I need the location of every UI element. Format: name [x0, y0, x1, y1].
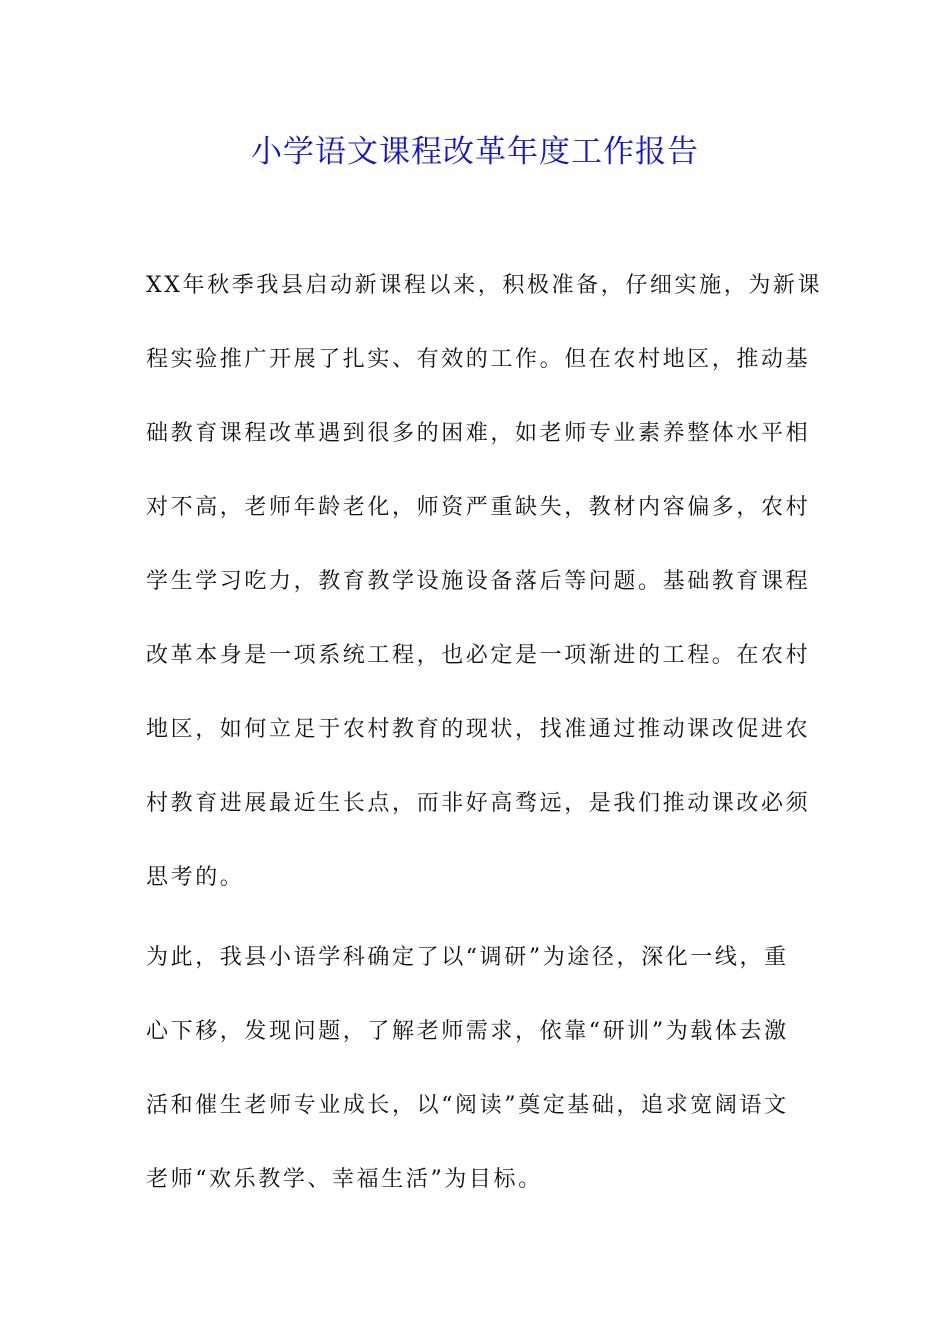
paragraph-line: 心下移，发现问题，了解老师需求，依靠“研训”为载体去激	[146, 1019, 789, 1044]
paragraph-line: 程实验推广开展了扎实、有效的工作。但在农村地区，推动基	[146, 347, 811, 372]
paragraph-line: 地区，如何立足于农村教育的现状，找准通过推动课改促进农	[146, 717, 811, 742]
paragraph-2	[146, 938, 806, 1234]
document-title: 小学语文课程改革年度工作报告	[251, 134, 699, 170]
paragraph-line: 村教育进展最近生长点，而非好高骛远，是我们推动课改必须	[146, 791, 811, 816]
paragraph-line: 础教育课程改革遇到很多的困难，如老师专业素养整体水平相	[146, 421, 811, 446]
paragraph-line: 老师“欢乐教学、幸福生活”为目标。	[146, 1167, 543, 1192]
paragraph-line: 学生学习吃力，教育教学设施设备落后等问题。基础教育课程	[146, 569, 811, 594]
paragraph-line: 改革本身是一项系统工程，也必定是一项渐进的工程。在农村	[146, 643, 811, 668]
paragraph-line: 活和催生老师专业成长，以“阅读”奠定基础，追求宽阔语文	[146, 1093, 789, 1118]
paragraph-line: XX年秋季我县启动新课程以来，积极准备，仔细实施，为新课	[146, 273, 823, 298]
paragraph-line: 思考的。	[146, 865, 245, 890]
paragraph-line: 对不高，老师年龄老化，师资严重缺失，教材内容偏多，农村	[146, 495, 811, 520]
paragraph-line: 为此，我县小语学科确定了以“调研”为途径，深化一线，重	[146, 945, 789, 970]
paragraph-1	[146, 266, 823, 932]
